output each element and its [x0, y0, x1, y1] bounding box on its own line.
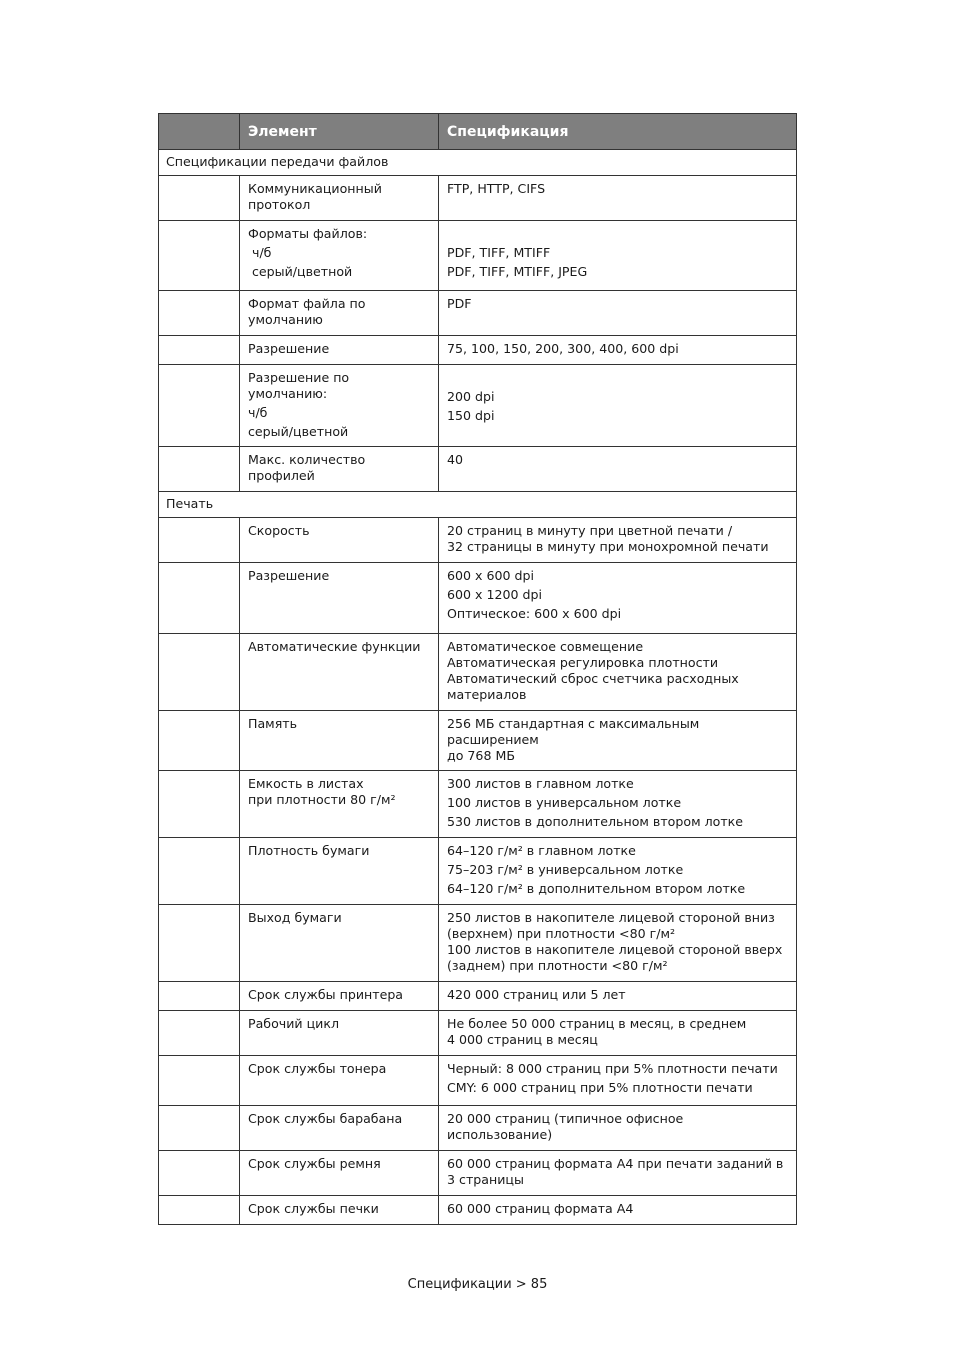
item-cell: Коммуникационный протокол [240, 176, 439, 221]
table-row [159, 221, 797, 291]
empty-cell [159, 291, 240, 336]
empty-cell [159, 905, 240, 982]
spec-cell: 40 [439, 447, 797, 492]
table-row [159, 982, 797, 1011]
empty-cell [159, 221, 240, 291]
spec-cell: 20 страниц в минуту при цветной печати / 32 страницы в минуту при монохромной печати [439, 518, 797, 563]
empty-cell [159, 563, 240, 634]
spec-cell: Черный: 8 000 страниц при 5% плотности печати CMY: 6 000 страниц при 5% плотности печати [439, 1056, 797, 1106]
header-specification: Спецификация [439, 114, 797, 150]
empty-cell [159, 711, 240, 771]
header-empty [159, 114, 240, 150]
empty-cell [159, 365, 240, 447]
spec-cell: 256 МБ стандартная с максимальным расширением до 768 МБ [439, 711, 797, 771]
item-cell: Форматы файлов: ч/б серый/цветной [240, 221, 439, 291]
spec-cell: 75, 100, 150, 200, 300, 400, 600 dpi [439, 336, 797, 365]
empty-cell [159, 447, 240, 492]
item-cell: Формат файла по умолчанию [240, 291, 439, 336]
table-row [159, 634, 797, 711]
item-cell: Разрешение по умолчанию: ч/б серый/цветной [240, 365, 439, 447]
section-row [159, 150, 797, 176]
spec-cell: Не более 50 000 страниц в месяц, в среднем 4 000 страниц в месяц [439, 1011, 797, 1056]
empty-cell [159, 982, 240, 1011]
empty-cell [159, 1151, 240, 1196]
table-row [159, 518, 797, 563]
item-cell: Емкость в листах при плотности 80 г/м² [240, 771, 439, 838]
section-title: Спецификации передачи файлов [159, 150, 797, 176]
item-cell: Срок службы барабана [240, 1106, 439, 1151]
table-row [159, 905, 797, 982]
spec-cell: 20 000 страниц (типичное офисное использование) [439, 1106, 797, 1151]
item-cell: Плотность бумаги [240, 838, 439, 905]
table-row [159, 1011, 797, 1056]
empty-cell [159, 771, 240, 838]
empty-cell [159, 838, 240, 905]
item-cell: Разрешение [240, 563, 439, 634]
empty-cell [159, 1106, 240, 1151]
item-cell: Рабочий цикл [240, 1011, 439, 1056]
empty-cell [159, 1056, 240, 1106]
empty-cell [159, 634, 240, 711]
table-row [159, 1196, 797, 1225]
table-row [159, 336, 797, 365]
item-cell: Автоматические функции [240, 634, 439, 711]
spec-cell: 200 dpi 150 dpi [439, 365, 797, 447]
section-title: Печать [159, 492, 797, 518]
page-footer: Спецификации > 85 [407, 1277, 548, 1292]
spec-cell: 600 x 600 dpi 600 x 1200 dpi Оптическое: 600 x 600 dpi [439, 563, 797, 634]
empty-cell [159, 176, 240, 221]
table-row [159, 838, 797, 905]
section-row [159, 492, 797, 518]
spec-cell: 64–120 г/м² в главном лотке 75–203 г/м² в универсальном лотке 64–120 г/м² в дополнительном втором лотке [439, 838, 797, 905]
spec-cell: PDF, TIFF, MTIFF PDF, TIFF, MTIFF, JPEG [439, 221, 797, 291]
table-row [159, 176, 797, 221]
spec-cell: PDF [439, 291, 797, 336]
table-row [159, 291, 797, 336]
empty-cell [159, 1196, 240, 1225]
table-row [159, 447, 797, 492]
table-header-row [159, 114, 797, 150]
table-row [159, 771, 797, 838]
spec-cell: 60 000 страниц формата A4 [439, 1196, 797, 1225]
spec-cell: 250 листов в накопителе лицевой стороной вниз (верхнем) при плотности <80 г/м² 100 листов в накопителе лицевой стороной вверх (заднем) при плотности <80 г/м² [439, 905, 797, 982]
table-row [159, 563, 797, 634]
spec-cell: 60 000 страниц формата A4 при печати заданий в 3 страницы [439, 1151, 797, 1196]
empty-cell [159, 518, 240, 563]
table-row [159, 1106, 797, 1151]
specifications-table [158, 113, 797, 1225]
empty-cell [159, 1011, 240, 1056]
table-row [159, 1151, 797, 1196]
item-cell: Макс. количество профилей [240, 447, 439, 492]
item-cell: Срок службы ремня [240, 1151, 439, 1196]
spec-cell: Автоматическое совмещение Автоматическая регулировка плотности Автоматический сброс счетчика расходных материалов [439, 634, 797, 711]
empty-cell [159, 336, 240, 365]
item-cell: Разрешение [240, 336, 439, 365]
item-cell: Память [240, 711, 439, 771]
table-row [159, 365, 797, 447]
spec-cell: 420 000 страниц или 5 лет [439, 982, 797, 1011]
header-element: Элемент [240, 114, 439, 150]
item-cell: Срок службы тонера [240, 1056, 439, 1106]
item-cell: Выход бумаги [240, 905, 439, 982]
table-row [159, 711, 797, 771]
item-cell: Срок службы печки [240, 1196, 439, 1225]
item-cell: Срок службы принтера [240, 982, 439, 1011]
spec-cell: 300 листов в главном лотке 100 листов в универсальном лотке 530 листов в дополнительном втором лотке [439, 771, 797, 838]
item-cell: Скорость [240, 518, 439, 563]
spec-cell: FTP, HTTP, CIFS [439, 176, 797, 221]
table-row [159, 1056, 797, 1106]
